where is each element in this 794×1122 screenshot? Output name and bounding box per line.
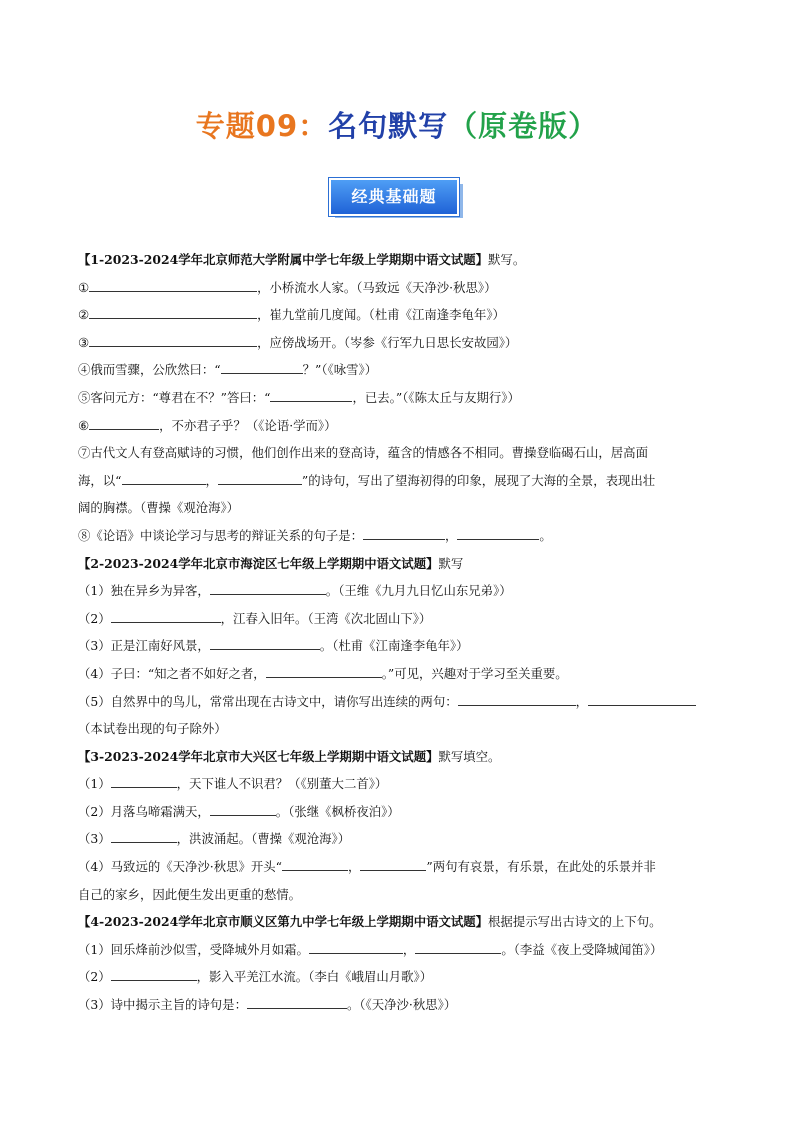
question-line [78, 798, 726, 826]
question-text: ，应傍战场开。（岑参《行军九日思长安故园》） [257, 334, 518, 350]
answer-blank[interactable] [247, 996, 347, 1009]
question-text: ，影入平羌江水流。（李白《峨眉山月歌》） [196, 969, 433, 985]
question-text: ”的诗句，写出了望海初得的印象，展现了大海的全景，表现出壮 [301, 472, 656, 488]
question-heading [78, 246, 726, 274]
question-text: （本试卷出现的句子除外） [78, 721, 227, 737]
question-line [78, 770, 726, 798]
question-text: 自己的家乡，因此便生发出更重的愁情。 [78, 886, 302, 902]
question-source: 【4-2023-2024学年北京市顺义区第九中学七年级上学期期中语文试题】 [78, 914, 489, 930]
question-line [78, 991, 726, 1019]
question-line [78, 853, 726, 881]
question-line [78, 577, 726, 605]
question-line [78, 632, 726, 660]
question-text: 。（杜甫《江南逢李龟年》） [319, 638, 469, 654]
answer-blank[interactable] [415, 941, 501, 954]
answer-blank[interactable] [266, 665, 382, 678]
question-source: 【1-2023-2024学年北京师范大学附属中学七年级上学期期中语文试题】 [78, 252, 489, 267]
answer-blank[interactable] [221, 361, 303, 374]
question-text: ， [444, 527, 458, 543]
question-heading [78, 743, 726, 771]
answer-blank[interactable] [360, 858, 426, 871]
question-text: （1）独在异乡为异客， [78, 583, 210, 599]
answer-blank[interactable] [218, 472, 302, 485]
question-line [78, 384, 726, 412]
question-line [78, 605, 726, 633]
question-text: 。 [539, 527, 552, 543]
question-text: ④俄而雪骤，公欣然曰：“ [78, 362, 221, 378]
question-line [78, 881, 726, 909]
question-line [78, 301, 726, 329]
question-text: （1） [78, 776, 111, 792]
question-list [78, 246, 726, 1019]
question-text: ⑧《论语》中谈论学习与思考的辩证关系的句子是： [78, 527, 363, 543]
question-text: ， [402, 941, 416, 957]
question-line [78, 715, 726, 743]
question-line [78, 274, 726, 302]
question-line [78, 825, 726, 853]
answer-blank[interactable] [89, 306, 257, 319]
answer-blank[interactable] [89, 417, 159, 430]
question-text: ， [348, 859, 361, 875]
question-text: （3） [78, 831, 111, 847]
question-text: （2） [78, 969, 111, 985]
question-text: ⑦古代文人有登高赋诗的习惯，他们创作出来的登高诗，蕴含的情感各不相同。曹操登临碣石山，居高面 [78, 445, 648, 461]
question-text: ，小桥流水人家。（马致远《天净沙·秋思》） [257, 279, 497, 295]
question-line [78, 963, 726, 991]
question-line [78, 329, 726, 357]
question-text: （2）月落乌啼霜满天， [78, 803, 210, 819]
section-badge-label: 经典基础题 [329, 178, 459, 216]
answer-blank[interactable] [270, 389, 352, 402]
title-topic-name: 名句默写 [328, 109, 449, 143]
question-heading [78, 908, 726, 936]
question-text: ， [575, 693, 588, 709]
question-text: 。（《天净沙·秋思》） [346, 997, 457, 1013]
question-instruction: 默写 [438, 555, 464, 571]
answer-blank[interactable] [122, 472, 206, 485]
question-text: （4）子曰：“知之者不如好之者， [78, 665, 266, 681]
answer-blank[interactable] [89, 279, 257, 292]
answer-blank[interactable] [282, 858, 348, 871]
question-text: ，已去。”（《陈太丘与友期行》） [352, 389, 520, 405]
question-heading [78, 550, 726, 578]
answer-blank[interactable] [309, 941, 403, 954]
question-text: 阔的胸襟。（曹操《观沧海》） [78, 500, 240, 516]
question-text: ，不亦君子乎？（《论语·学而》） [159, 417, 337, 433]
question-text: 。（李益《夜上受降城闻笛》） [501, 941, 663, 957]
question-text: 。”可见，兴趣对于学习至关重要。 [381, 665, 568, 681]
question-source: 【3-2023-2024学年北京市大兴区七年级上学期期中语文试题】 [78, 748, 439, 764]
question-text: （5）自然界中的鸟儿，常常出现在古诗文中，请你写出连续的两句： [78, 693, 458, 709]
question-line [78, 494, 726, 522]
question-text: （3）诗中揭示主旨的诗句是： [78, 997, 247, 1013]
page-title [0, 104, 794, 145]
title-topic-number: 专题09： [195, 109, 329, 143]
question-text: ① [78, 279, 90, 295]
answer-blank[interactable] [458, 693, 576, 706]
question-text: ，天下谁人不识君？（《别董大二首》） [176, 776, 388, 792]
question-line [78, 660, 726, 688]
answer-blank[interactable] [111, 610, 221, 623]
question-instruction: 默写填空。 [438, 748, 501, 764]
question-text: ， [205, 472, 218, 488]
question-text: （2） [78, 610, 111, 626]
answer-blank[interactable] [210, 637, 320, 650]
question-text: 海，以“ [78, 472, 122, 488]
question-line [78, 522, 726, 550]
question-line [78, 412, 726, 440]
answer-blank[interactable] [111, 775, 177, 788]
question-text: ，洪波涌起。（曹操《观沧海》） [176, 831, 351, 847]
question-text: ，江春入旧年。（王湾《次北固山下》） [220, 610, 432, 626]
question-text: ② [78, 307, 90, 323]
question-text: ”两句有哀景，有乐景，在此处的乐景并非 [426, 859, 656, 875]
question-line [78, 688, 726, 716]
question-line [78, 936, 726, 964]
answer-blank[interactable] [588, 693, 696, 706]
question-text: ⑤客问元方：“尊君在不？”答曰：“ [78, 389, 271, 405]
answer-blank[interactable] [210, 803, 276, 816]
answer-blank[interactable] [89, 334, 257, 347]
question-text: （4）马致远的《天净沙·秋思》开头“ [78, 859, 283, 875]
answer-blank[interactable] [111, 968, 197, 981]
title-version: （原卷版） [448, 109, 599, 143]
question-instruction: 默写。 [488, 252, 526, 267]
question-source: 【2-2023-2024学年北京市海淀区七年级上学期期中语文试题】 [78, 555, 439, 571]
question-text: （1）回乐烽前沙似雪，受降城外月如霜。 [78, 941, 309, 957]
question-text: ，崔九堂前几度闻。（杜甫《江南逢李龟年》） [257, 307, 505, 323]
question-text: 。（张继《枫桥夜泊》） [275, 803, 400, 819]
question-instruction: 根据提示写出古诗文的上下句。 [488, 914, 662, 930]
answer-blank[interactable] [363, 527, 445, 540]
answer-blank[interactable] [210, 582, 326, 595]
question-text: ？”（《咏雪》） [302, 362, 378, 378]
question-text: 。（王维《九月九日忆山东兄弟》） [325, 583, 512, 599]
question-text: ⑥ [78, 417, 90, 433]
section-badge [329, 178, 465, 220]
question-line [78, 467, 726, 495]
question-text: ③ [78, 334, 90, 350]
question-line [78, 439, 726, 467]
answer-blank[interactable] [457, 527, 539, 540]
question-line [78, 356, 726, 384]
answer-blank[interactable] [111, 830, 177, 843]
question-text: （3）正是江南好风景， [78, 638, 210, 654]
